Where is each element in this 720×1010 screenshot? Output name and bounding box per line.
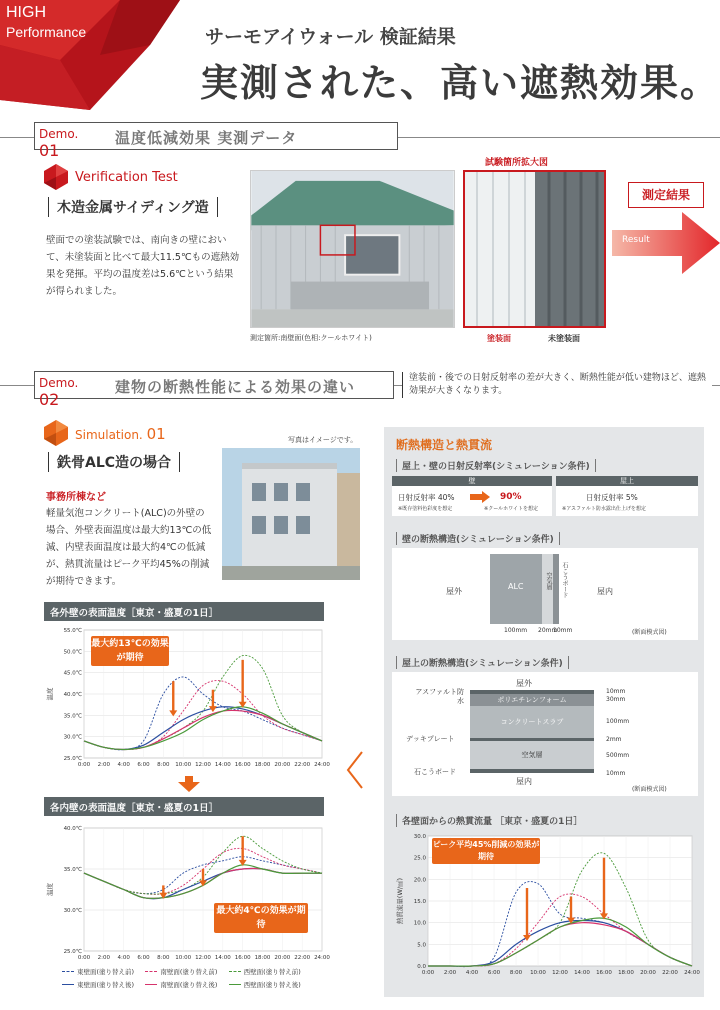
- demo1-photo-caption: 測定箇所:南壁面(色相:クールホワイト): [250, 334, 372, 342]
- y-axis-label: 温度: [46, 687, 54, 701]
- legend-item: [62, 967, 145, 976]
- flux-title: 各壁面からの熱貫流量 ［東京・盛夏の1日］: [396, 814, 582, 827]
- reflect-title: 屋上・壁の日射反射率(シミュレーション条件): [396, 459, 596, 472]
- wall-air: 空気層: [545, 572, 552, 590]
- wall-outdoor: 屋外: [446, 587, 462, 596]
- legend-item: [62, 980, 145, 989]
- legend-label: 東壁面(塗り替え前): [77, 968, 135, 976]
- x-tick-label: 16:00: [234, 955, 251, 961]
- x-tick-label: 2:00: [97, 955, 111, 961]
- result-arrow-label: Result: [622, 235, 650, 245]
- legend-swatch: [229, 984, 241, 985]
- demo1-header: [34, 122, 398, 160]
- legend-label: 東壁面(塗り替え後): [77, 981, 135, 989]
- roof-note: ※アスファルト防水露出仕上げを想定: [562, 506, 646, 512]
- demo2-building-type: 鉄骨ALC造の場合: [48, 452, 180, 472]
- x-tick-label: 20:00: [274, 762, 291, 768]
- coated-label: 塗装面: [487, 334, 511, 343]
- legend-swatch: [145, 971, 157, 972]
- x-tick-label: 12:00: [195, 762, 211, 768]
- page-headline: 実測された、高い遮熱効果。: [200, 61, 720, 105]
- x-tick-label: 4:00: [117, 955, 130, 961]
- outer-chart-header: 各外壁の表面温度［東京・盛夏の1日］: [44, 602, 324, 621]
- legend-item: [145, 980, 228, 989]
- roof-deck: デッキプレート: [406, 735, 455, 743]
- legend-label: 南壁面(塗り替え前): [160, 968, 218, 976]
- inner-temperature-chart: [44, 820, 328, 965]
- wall-note2: ※クールホワイトを想定: [484, 506, 538, 512]
- chevron-left-icon[interactable]: [344, 750, 366, 790]
- page-subtitle: サーモアイウォール 検証結果: [205, 26, 456, 48]
- wall-note1: ※既存塗料色彩度を想定: [398, 506, 453, 512]
- x-tick-label: 6:00: [137, 955, 150, 961]
- roof-section-note: (断面模式図): [632, 786, 667, 793]
- demo2-note: 塗装前・後での日射反射率の差が大きく、断熱性能が低い建物ほど、遮熱効果が大きくなります。: [402, 372, 712, 398]
- y-axis-label: 温度: [46, 883, 54, 896]
- x-tick-label: 12:00: [552, 970, 568, 976]
- legend-swatch: [229, 971, 241, 972]
- y-tick-label: 55.0℃: [63, 628, 82, 634]
- chart-legend: [62, 967, 312, 989]
- simulation-label: Simulation. 01: [75, 425, 166, 443]
- y-tick-label: 45.0℃: [63, 670, 82, 677]
- demo2-title: 建物の断熱性能による効果の違い: [115, 378, 356, 396]
- x-tick-label: 10:00: [175, 955, 192, 961]
- roof-asphalt: アスファルト防水: [415, 688, 464, 705]
- roof-dim-5: 10mm: [606, 770, 626, 777]
- wall-struct-box: [392, 548, 698, 640]
- wall-alc: ALC: [508, 582, 524, 591]
- x-tick-label: 4:00: [465, 970, 479, 976]
- x-tick-label: 24:00: [684, 970, 700, 976]
- y-tick-label: 35.0℃: [63, 713, 82, 720]
- wall-before: 日射反射率 40%: [398, 493, 455, 502]
- y-tick-label: 5.0: [417, 942, 426, 949]
- panel-title: 断熱構造と熱貫流: [396, 438, 493, 452]
- x-tick-label: 12:00: [195, 955, 211, 961]
- roof-reflect-box: [556, 476, 698, 516]
- roof-head: 屋上: [556, 476, 698, 486]
- y-tick-label: 40.0℃: [63, 692, 82, 698]
- y-tick-label: 30.0: [413, 834, 426, 840]
- wall-after: 90%: [500, 492, 522, 502]
- x-tick-label: 20:00: [640, 970, 656, 976]
- reflect-arrow-icon: [470, 491, 490, 503]
- x-tick-label: 22:00: [294, 955, 311, 961]
- y-tick-label: 15.0: [413, 899, 426, 905]
- roof-dim-4: 500mm: [606, 752, 630, 759]
- x-tick-label: 16:00: [234, 762, 251, 768]
- office-label: 事務所棟など: [46, 492, 106, 503]
- x-tick-label: 22:00: [294, 762, 311, 768]
- y-tick-label: 50.0℃: [63, 649, 82, 656]
- wall-dim1: 100mm: [504, 627, 528, 634]
- x-tick-label: 2:00: [443, 970, 457, 976]
- y-tick-label: 25.0℃: [63, 756, 82, 762]
- wall-dim2: 20mm: [538, 627, 558, 634]
- roof-pe-foam: ポリエチレンフォーム: [470, 694, 594, 706]
- demo1-tag: Demo. 01: [39, 127, 79, 160]
- x-tick-label: 0:00: [77, 955, 91, 961]
- x-tick-label: 6:00: [137, 762, 150, 768]
- x-tick-label: 24:00: [314, 762, 330, 768]
- roof-struct-box: [392, 672, 698, 796]
- roof-dim-2: 100mm: [606, 718, 630, 725]
- legend-label: 西壁面(塗り替え後): [243, 981, 301, 989]
- y-tick-label: 0.0: [417, 964, 426, 970]
- roof-gypsum-label: 石こうボード: [414, 768, 456, 776]
- x-tick-label: 8:00: [509, 970, 523, 976]
- x-tick-label: 8:00: [157, 955, 170, 961]
- x-tick-label: 18:00: [618, 970, 634, 976]
- y-tick-label: 30.0℃: [63, 908, 82, 914]
- x-tick-label: 18:00: [254, 762, 271, 768]
- x-tick-label: 4:00: [117, 762, 130, 768]
- x-tick-label: 6:00: [487, 970, 501, 976]
- alc-building-photo: [222, 448, 360, 580]
- flux-callout: ピーク平均45%削減の効果が期待: [432, 838, 540, 864]
- legend-swatch: [145, 984, 157, 985]
- roof-air: 空気層: [470, 741, 594, 769]
- demo1-title: 温度低減効果 実測データ: [115, 129, 298, 147]
- zoom-photo: [463, 170, 606, 328]
- roof-dim-3: 2mm: [606, 736, 622, 743]
- demo1-building-type: 木造金属サイディング造: [48, 197, 218, 217]
- x-tick-label: 22:00: [662, 970, 678, 976]
- legend-item: [145, 967, 228, 976]
- roof-struct-title: 屋上の断熱構造(シミュレーション条件): [396, 656, 569, 669]
- result-button[interactable]: 測定結果: [628, 182, 704, 208]
- x-tick-label: 14:00: [214, 955, 231, 961]
- verification-label: Verification Test: [75, 170, 178, 185]
- wall-struct-title: 壁の断熱構造(シミュレーション条件): [396, 532, 560, 545]
- y-tick-label: 10.0: [413, 920, 426, 927]
- wall-section-note: (断面模式図): [632, 629, 667, 636]
- roof-val: 日射反射率 5%: [586, 493, 638, 502]
- y-tick-label: 20.0: [413, 877, 426, 884]
- roof-concrete: コンクリートスラブ: [470, 706, 594, 738]
- performance-label: Performance: [6, 24, 87, 40]
- roof-outdoor: 屋外: [516, 679, 532, 688]
- photo-note: 写真はイメージです。: [288, 436, 358, 444]
- legend-label: 西壁面(塗り替え前): [243, 968, 301, 976]
- x-tick-label: 10:00: [175, 762, 192, 768]
- x-tick-label: 10:00: [530, 970, 546, 976]
- x-tick-label: 14:00: [214, 762, 231, 768]
- legend-swatch: [62, 971, 74, 972]
- x-tick-label: 8:00: [157, 762, 170, 768]
- simulation-icon: [42, 419, 70, 447]
- inner-chart-header: 各内壁の表面温度［東京・盛夏の1日］: [44, 797, 324, 816]
- x-tick-label: 0:00: [421, 970, 435, 976]
- wall-indoor: 屋内: [597, 587, 613, 596]
- demo2-header: [34, 371, 394, 409]
- outer-temperature-chart: [44, 624, 328, 772]
- verification-icon: [42, 163, 70, 191]
- roof-dim-0: 10mm: [606, 688, 626, 695]
- legend-item: [229, 980, 312, 989]
- roof-dim-1: 30mm: [606, 696, 626, 703]
- legend-swatch: [62, 984, 74, 985]
- outer-callout: 最大約13℃の効果が期待: [91, 636, 169, 666]
- roof-indoor: 屋内: [516, 777, 532, 786]
- y-axis-label: 熱貫流量(W/㎡): [396, 877, 404, 925]
- wall-gypsum: 石こうボード: [561, 562, 568, 598]
- down-arrow-icon: [178, 776, 200, 792]
- wall-dim3: 10mm: [553, 627, 573, 634]
- legend-item: [229, 967, 312, 976]
- y-tick-label: 25.0℃: [63, 949, 82, 955]
- x-tick-label: 20:00: [274, 955, 291, 961]
- x-tick-label: 16:00: [596, 970, 612, 976]
- demo2-body: 軽量気泡コンクリート(ALC)の外壁の場合、外壁表面温度は最大約13℃の低減、内壁表面温度は最大約4℃の低減が、熱貫流量はピーク平均45%の削減が期待できます。: [46, 508, 212, 587]
- y-tick-label: 35.0℃: [63, 867, 82, 873]
- x-tick-label: 2:00: [97, 762, 111, 768]
- y-tick-label: 25.0: [413, 855, 426, 862]
- y-tick-label: 30.0℃: [63, 734, 82, 741]
- high-label: HIGH: [6, 4, 46, 21]
- demo2-tag: Demo. 02: [39, 376, 79, 409]
- x-tick-label: 14:00: [574, 970, 590, 976]
- x-tick-label: 18:00: [254, 955, 271, 961]
- demo1-building-photo: [250, 170, 455, 328]
- demo1-body: 壁面での塗装試験では、南向きの壁において、未塗装面と比べて最大11.5℃もの遮熱効果を発揮。平均の温度差は5.6℃という結果が得られました。: [46, 235, 240, 297]
- x-tick-label: 24:00: [314, 955, 330, 961]
- wall-head: 壁: [392, 476, 552, 486]
- y-tick-label: 40.0℃: [63, 826, 82, 832]
- zoom-title: 試験箇所拡大図: [485, 158, 549, 168]
- inner-callout: 最大約4℃の効果が期待: [214, 903, 308, 933]
- legend-label: 南壁面(塗り替え後): [160, 981, 218, 989]
- uncoated-label: 未塗装面: [548, 334, 580, 343]
- x-tick-label: 0:00: [77, 762, 91, 768]
